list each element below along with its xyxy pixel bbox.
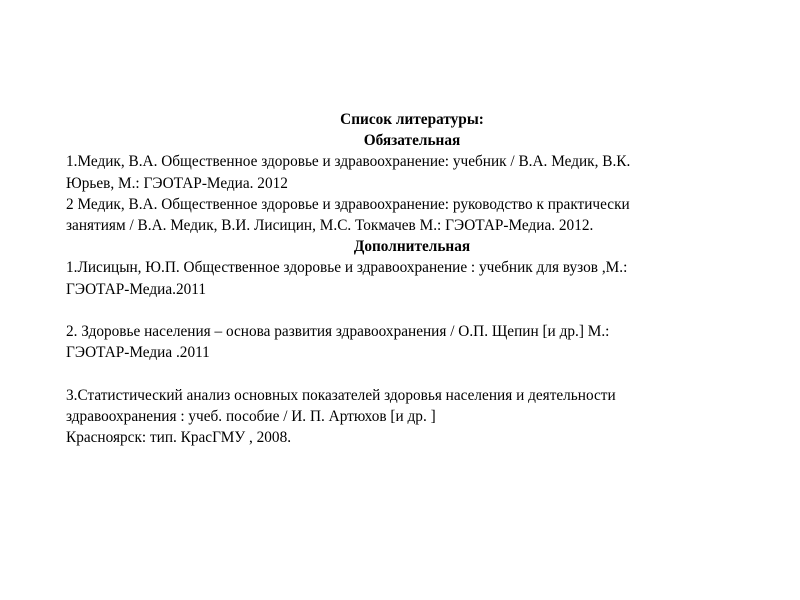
reference-line: 1.Медик, В.А. Общественное здоровье и здравоохранение: учебник / В.А. Медик, В.К.: [66, 153, 631, 171]
reference-line: 2. Здоровье населения – основа развития здравоохранения / О.П. Щепин [и др.] М.:: [66, 323, 610, 341]
spacer: [66, 363, 758, 384]
reference-line: Красноярск: тип. КрасГМУ , 2008.: [66, 429, 292, 447]
reference-item: [66, 321, 758, 363]
reference-line: Юрьев, М.: ГЭОТАР-Медиа. 2012: [66, 174, 288, 192]
reference-line: ГЭОТАР-Медиа.2011: [66, 280, 207, 298]
reference-line: 2 Медик, В.А. Общественное здоровье и здравоохранение: руководство к практически: [66, 195, 630, 213]
reference-line: здравоохранения : учеб. пособие / И. П. Артюхов [и др. ]: [66, 407, 436, 425]
bibliography-title: Список литературы:: [340, 111, 484, 128]
bibliography: [66, 109, 758, 448]
reference-line: ГЭОТАР-Медиа .2011: [66, 344, 210, 362]
reference-line: занятиям / В.А. Медик, В.И. Лисицин, М.С. Токмачев М.: ГЭОТАР-Медиа. 2012.: [66, 217, 594, 235]
reference-item: [66, 194, 758, 236]
reference-item: [66, 151, 758, 193]
reference-line: 1.Лисицын, Ю.П. Общественное здоровье и здравоохранение : учебник для вузов ,М.:: [66, 259, 628, 277]
reference-item: [66, 385, 758, 449]
spacer: [66, 300, 758, 321]
reference-line: 3.Статистический анализ основных показателей здоровья населения и деятельности: [66, 386, 616, 404]
section-heading-additional: Дополнительная: [353, 238, 471, 256]
section-heading-required: Обязательная: [363, 132, 461, 150]
reference-item: [66, 257, 758, 299]
